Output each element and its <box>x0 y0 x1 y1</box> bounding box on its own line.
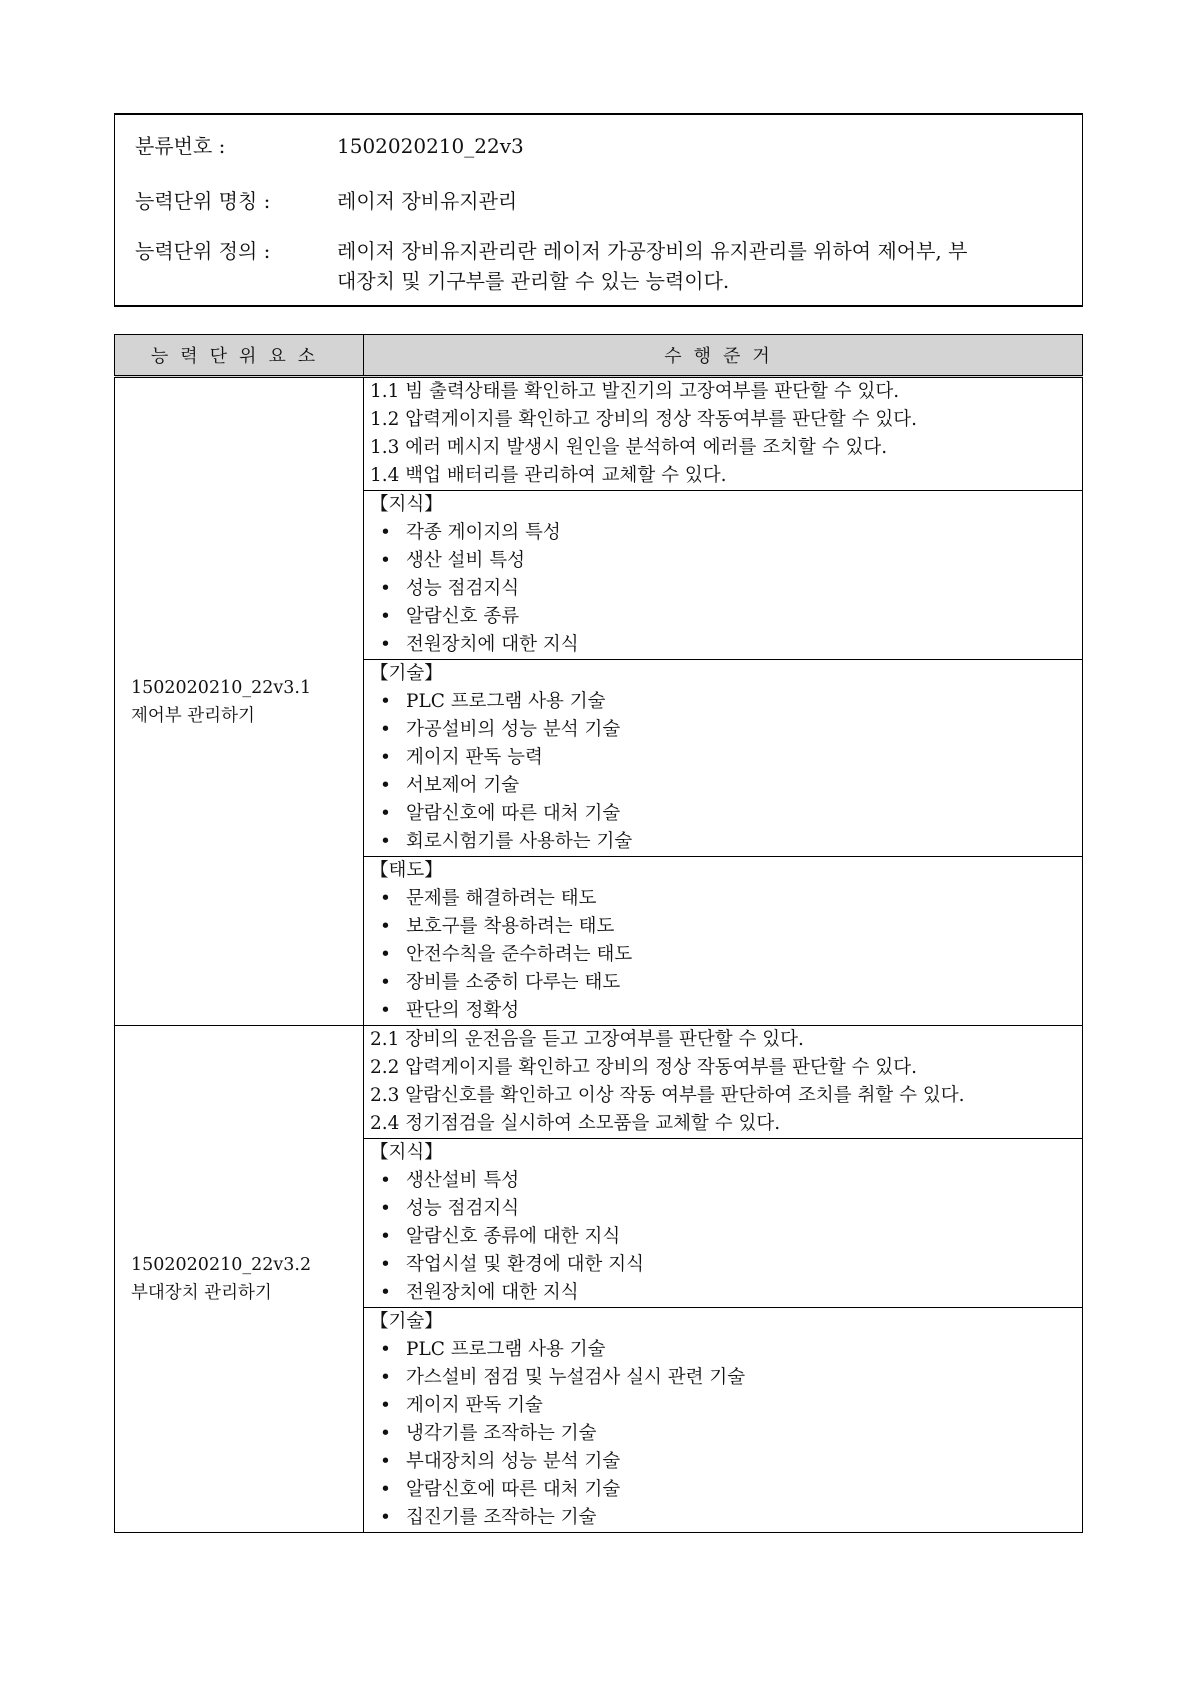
item-text: 작업시설 및 환경에 대한 지식 <box>406 1254 644 1275</box>
item-text: 알람신호 종류 <box>406 606 520 627</box>
bullet-item <box>370 519 1076 547</box>
bullet-item <box>370 1364 1076 1392</box>
item-text: 【기술】 <box>370 1311 443 1332</box>
bullet-item <box>370 1420 1076 1448</box>
item-text: 각종 게이지의 특성 <box>406 522 561 543</box>
text-line <box>370 491 1076 519</box>
definition-line: 대장치 및 기구부를 관리할 수 있는 능력이다. <box>337 269 730 293</box>
bullet-icon: • <box>380 522 391 543</box>
item-text: 회로시험기를 사용하는 기술 <box>406 831 633 852</box>
unit-definition-row <box>135 236 1077 296</box>
bullet-item <box>370 997 1076 1025</box>
item-text: 문제를 해결하려는 태도 <box>406 888 597 909</box>
item-text: 안전수칙을 준수하려는 태도 <box>406 944 633 965</box>
item-text: 전원장치에 대한 지식 <box>406 1282 579 1303</box>
bullet-icon: • <box>380 550 391 571</box>
item-text: 부대장치의 성능 분석 기술 <box>406 1451 621 1472</box>
bullet-icon: • <box>380 1479 391 1500</box>
item-text: 보호구를 착용하려는 태도 <box>406 916 615 937</box>
table-row <box>115 1026 1083 1139</box>
item-text: 【기술】 <box>370 663 443 684</box>
item-text: 1.2 압력게이지를 확인하고 장비의 정상 작동여부를 판단할 수 있다. <box>370 409 917 430</box>
item-text: 가스설비 점검 및 누설검사 실시 관련 기술 <box>406 1367 746 1388</box>
item-text: 장비를 소중히 다루는 태도 <box>406 972 621 993</box>
item-text: 2.4 정기점검을 실시하여 소모품을 교체할 수 있다. <box>370 1113 781 1134</box>
text-line <box>370 434 1076 462</box>
item-text: 【지식】 <box>370 1142 443 1163</box>
item-text: 알람신호에 따른 대처 기술 <box>406 1479 621 1500</box>
unit-element-code: 1502020210_22v3.1 <box>131 677 312 698</box>
bullet-item <box>370 913 1076 941</box>
unit-name-row <box>135 186 1077 216</box>
text-line <box>370 1026 1076 1054</box>
item-text: 알람신호 종류에 대한 지식 <box>406 1226 621 1247</box>
text-line <box>370 1308 1076 1336</box>
table-header-row <box>115 335 1083 377</box>
bullet-icon: • <box>380 1423 391 1444</box>
item-text: 【지식】 <box>370 494 443 515</box>
bullet-item <box>370 1167 1076 1195</box>
item-text: 2.2 압력게이지를 확인하고 장비의 정상 작동여부를 판단할 수 있다. <box>370 1057 917 1078</box>
text-line <box>370 1054 1076 1082</box>
text-line <box>370 406 1076 434</box>
bullet-icon: • <box>380 1339 391 1360</box>
bullet-icon: • <box>380 1226 391 1247</box>
bullet-icon: • <box>380 1282 391 1303</box>
item-text: 생산설비 특성 <box>406 1170 520 1191</box>
unit-element-cell <box>115 1026 364 1533</box>
item-text: 【태도】 <box>370 860 443 881</box>
text-line <box>370 1110 1076 1138</box>
text-line <box>370 1139 1076 1167</box>
unit-element-name: 부대장치 관리하기 <box>131 1283 272 1303</box>
item-text: PLC 프로그램 사용 기술 <box>406 1339 606 1360</box>
bullet-item <box>370 688 1076 716</box>
bullet-icon: • <box>380 1254 391 1275</box>
text-line <box>370 378 1076 406</box>
text-line <box>370 1082 1076 1110</box>
bullet-icon: • <box>380 803 391 824</box>
competency-table <box>114 334 1083 1533</box>
skills-block <box>364 1308 1083 1533</box>
bullet-item <box>370 716 1076 744</box>
bullet-item <box>370 1336 1076 1364</box>
classification-value: 1502020210_22v3 <box>337 134 524 158</box>
item-text: 1.1 빔 출력상태를 확인하고 발진기의 고장여부를 판단할 수 있다. <box>370 381 900 402</box>
bullet-icon: • <box>380 578 391 599</box>
classification-label: 분류번호 : <box>135 134 226 158</box>
bullet-item <box>370 744 1076 772</box>
attitude-block <box>364 857 1083 1026</box>
bullet-icon: • <box>380 747 391 768</box>
bullet-item <box>370 885 1076 913</box>
bullet-icon: • <box>380 888 391 909</box>
bullet-icon: • <box>380 775 391 796</box>
bullet-item <box>370 800 1076 828</box>
item-text: 생산 설비 특성 <box>406 550 525 571</box>
bullet-item <box>370 941 1076 969</box>
bullet-item <box>370 575 1076 603</box>
bullet-item <box>370 1251 1076 1279</box>
bullet-icon: • <box>380 972 391 993</box>
bullet-item <box>370 631 1076 659</box>
criteria-column-header: 수행준거 <box>364 335 1083 377</box>
text-line <box>370 462 1076 490</box>
bullet-item <box>370 1223 1076 1251</box>
item-text: 1.4 백업 배터리를 관리하여 교체할 수 있다. <box>370 465 727 486</box>
skills-block <box>364 660 1083 857</box>
text-line <box>370 660 1076 688</box>
knowledge-block <box>364 491 1083 660</box>
classification-row <box>135 131 1077 161</box>
item-text: 판단의 정확성 <box>406 1000 520 1021</box>
bullet-item <box>370 603 1076 631</box>
bullet-item <box>370 1392 1076 1420</box>
bullet-icon: • <box>380 916 391 937</box>
unit-info-box <box>114 113 1083 307</box>
item-text: PLC 프로그램 사용 기술 <box>406 691 606 712</box>
bullet-icon: • <box>380 831 391 852</box>
item-text: 가공설비의 성능 분석 기술 <box>406 719 621 740</box>
bullet-icon: • <box>380 1507 391 1528</box>
bullet-icon: • <box>380 719 391 740</box>
knowledge-block <box>364 1139 1083 1308</box>
bullet-item <box>370 772 1076 800</box>
bullet-icon: • <box>380 606 391 627</box>
item-text: 냉각기를 조작하는 기술 <box>406 1423 597 1444</box>
item-text: 1.3 에러 메시지 발생시 원인을 분석하여 에러를 조치할 수 있다. <box>370 437 888 458</box>
bullet-item <box>370 1504 1076 1532</box>
bullet-item <box>370 1448 1076 1476</box>
bullet-item <box>370 1195 1076 1223</box>
item-text: 게이지 판독 능력 <box>406 747 543 768</box>
item-text: 성능 점검지식 <box>406 1198 520 1219</box>
unit-definition-label: 능력단위 정의 : <box>135 239 271 263</box>
unit-element-name: 제어부 관리하기 <box>131 705 255 726</box>
item-text: 서보제어 기술 <box>406 775 520 796</box>
bullet-icon: • <box>380 1170 391 1191</box>
bullet-icon: • <box>380 1395 391 1416</box>
bullet-icon: • <box>380 1198 391 1219</box>
item-text: 알람신호에 따른 대처 기술 <box>406 803 621 824</box>
item-text: 2.1 장비의 운전음을 듣고 고장여부를 판단할 수 있다. <box>370 1029 804 1050</box>
bullet-item <box>370 969 1076 997</box>
bullet-icon: • <box>380 1000 391 1021</box>
bullet-icon: • <box>380 634 391 655</box>
bullet-item <box>370 828 1076 856</box>
text-line <box>370 857 1076 885</box>
bullet-item <box>370 1279 1076 1307</box>
unit-definition-value <box>337 236 1077 296</box>
criteria-block <box>364 1026 1083 1139</box>
unit-element-cell <box>115 377 364 1026</box>
element-column-header: 능력단위요소 <box>115 335 364 377</box>
bullet-icon: • <box>380 1451 391 1472</box>
table-row <box>115 377 1083 491</box>
bullet-icon: • <box>380 944 391 965</box>
bullet-icon: • <box>380 691 391 712</box>
item-text: 집진기를 조작하는 기술 <box>406 1507 597 1528</box>
item-text: 성능 점검지식 <box>406 578 520 599</box>
item-text: 게이지 판독 기술 <box>406 1395 543 1416</box>
criteria-block <box>364 377 1083 491</box>
unit-name-value: 레이저 장비유지관리 <box>337 189 518 213</box>
item-text: 2.3 알람신호를 확인하고 이상 작동 여부를 판단하여 조치를 취할 수 있다. <box>370 1085 965 1106</box>
bullet-item <box>370 547 1076 575</box>
unit-element-code: 1502020210_22v3.2 <box>131 1255 312 1275</box>
bullet-item <box>370 1476 1076 1504</box>
definition-line: 레이저 장비유지관리란 레이저 가공장비의 유지관리를 위하여 제어부, 부 <box>337 239 968 263</box>
item-text: 전원장치에 대한 지식 <box>406 634 579 655</box>
bullet-icon: • <box>380 1367 391 1388</box>
unit-name-label: 능력단위 명칭 : <box>135 189 271 213</box>
